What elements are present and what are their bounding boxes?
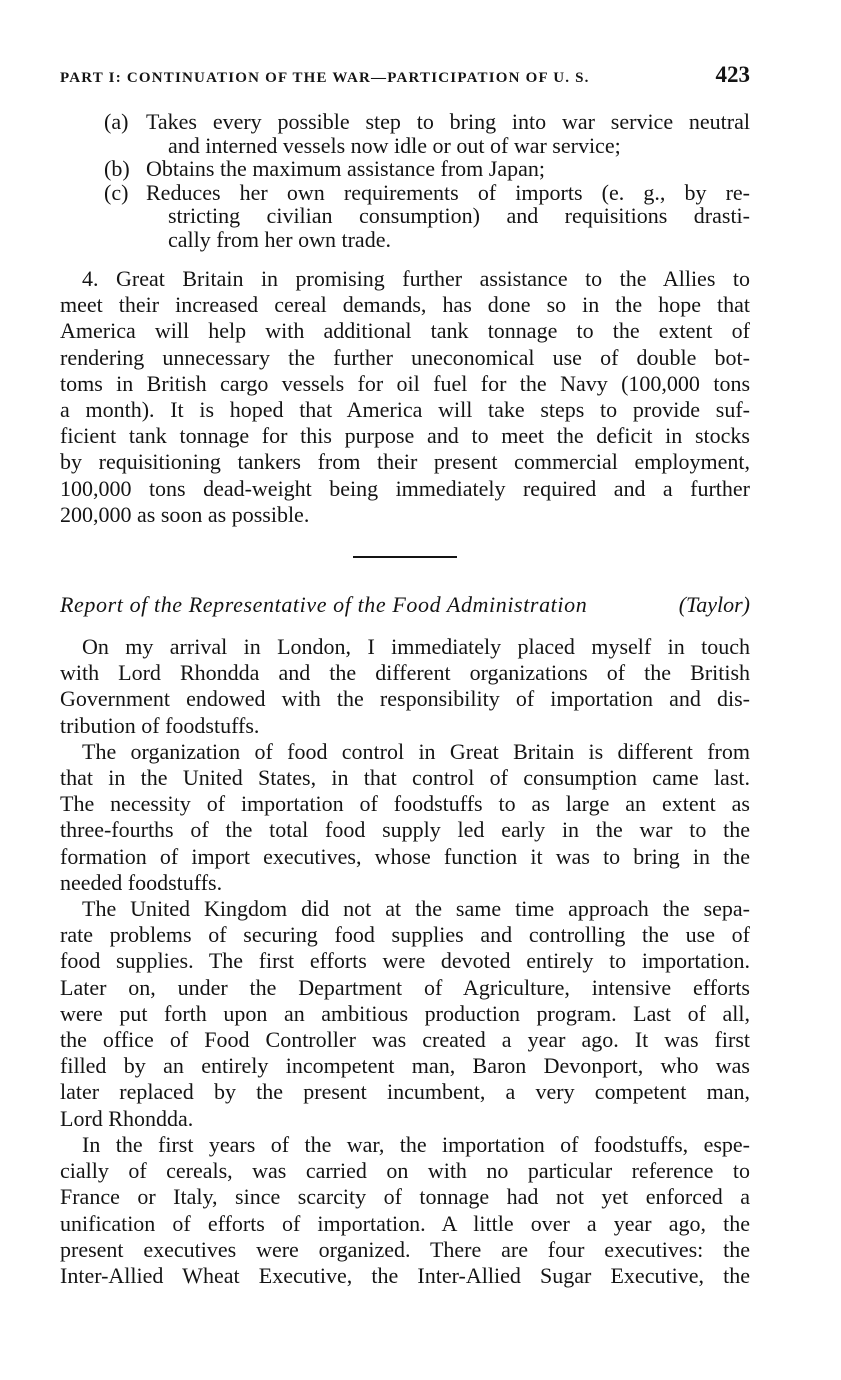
list-marker: (a): [104, 109, 129, 134]
text-line: stricting civilian consumption) and requisitions drasti-: [168, 203, 750, 228]
report-paragraph-3: [60, 896, 750, 1132]
text-line: America will help with additional tank tonnage to the extent of: [60, 318, 750, 344]
list-marker: (c): [104, 179, 129, 205]
list-item-a: [60, 110, 750, 157]
text-line: present executives were organized. There are four executives: the: [60, 1236, 750, 1262]
text-line: Government endowed with the responsibility of importation and dis-: [60, 686, 750, 712]
list-marker: (b): [104, 156, 130, 181]
text-line: toms in British cargo vessels for oil fuel for the Navy (100,000 tons: [60, 370, 750, 396]
text-line: Obtains the maximum assistance from Japan;: [146, 156, 545, 181]
section-divider: [353, 556, 457, 558]
text-line: unification of efforts of importation. A little over a year ago, the: [60, 1210, 750, 1236]
text-line: Reduces her own requirements of imports (e. g., by re-: [146, 179, 750, 205]
report-author: (Taylor): [678, 592, 750, 618]
paragraph-4: [60, 266, 750, 528]
list-item-text: [146, 181, 750, 252]
text-line: Later on, under the Department of Agriculture, intensive efforts: [60, 974, 750, 1000]
running-head: [60, 62, 750, 92]
text-line: and interned vessels now idle or out of war service;: [168, 132, 621, 158]
text-line: ficient tank tonnage for this purpose and to meet the deficit in stocks: [60, 423, 750, 449]
text-line: were put forth upon an ambitious production program. Last of all,: [60, 1000, 750, 1026]
report-paragraph-1: [60, 634, 750, 739]
text-line: The necessity of importation of foodstuffs to as large an extent as: [60, 791, 750, 817]
text-line: with Lord Rhondda and the different organizations of the British: [60, 660, 750, 686]
text-line: Lord Rhondda.: [60, 1105, 194, 1131]
report-title: Report of the Representative of the Food Administration: [60, 592, 588, 618]
text-line: a month). It is hoped that America will take steps to provide suf-: [60, 397, 750, 423]
text-line: the office of Food Controller was created a year ago. It was first: [60, 1027, 750, 1053]
text-line: needed foodstuffs.: [60, 869, 223, 895]
text-line: In the first years of the war, the importation of foodstuffs, espe-: [82, 1131, 750, 1157]
text-line: later replaced by the present incumbent, a very competent man,: [60, 1079, 750, 1105]
list-item-b: [60, 157, 750, 181]
report-paragraph-4: [60, 1132, 750, 1289]
report-paragraph-2: [60, 739, 750, 896]
text-line: filled by an entirely incompetent man, Baron Devonport, who was: [60, 1053, 750, 1079]
list-item-text: [146, 157, 750, 181]
text-line: formation of import executives, whose function it was to bring in the: [60, 843, 750, 869]
text-line: rate problems of securing food supplies and controlling the use of: [60, 922, 750, 948]
text-line: rendering unnecessary the further uneconomical use of double bot-: [60, 344, 750, 370]
list-item-c: [60, 181, 750, 252]
text-line: three-fourths of the total food supply led early in the war to the: [60, 817, 750, 843]
text-line: The United Kingdom did not at the same time approach the sepa-: [82, 896, 750, 922]
requirements-list: [60, 110, 750, 251]
text-line: On my arrival in London, I immediately placed myself in touch: [82, 634, 750, 660]
text-line: meet their increased cereal demands, has done so in the hope that: [60, 292, 750, 318]
text-line: The organization of food control in Great Britain is different from: [82, 738, 750, 764]
report-heading: [60, 592, 750, 618]
page-number: 423: [715, 62, 750, 87]
text-line: Takes every possible step to bring into war service neutral: [146, 109, 750, 134]
text-line: that in the United States, in that control of consumption came last.: [60, 765, 750, 791]
text-line: cially of cereals, was carried on with no particular reference to: [60, 1158, 750, 1184]
text-line: 200,000 as soon as possible.: [60, 501, 310, 527]
text-line: 4. Great Britain in promising further assistance to the Allies to: [82, 266, 750, 291]
document-page: [60, 62, 750, 1289]
text-line: tribution of foodstuffs.: [60, 712, 260, 738]
text-line: Inter-Allied Wheat Executive, the Inter-Allied Sugar Executive, the: [60, 1262, 750, 1288]
text-line: food supplies. The first efforts were devoted entirely to importation.: [60, 948, 750, 974]
list-item-text: [146, 110, 750, 157]
text-line: cally from her own trade.: [168, 226, 391, 252]
text-line: France or Italy, since scarcity of tonnage had not yet enforced a: [60, 1184, 750, 1210]
text-line: 100,000 tons dead-weight being immediately required and a further: [60, 475, 750, 501]
running-title: PART I: CONTINUATION OF THE WAR—PARTICIPATION OF U. S.: [60, 70, 590, 86]
text-line: by requisitioning tankers from their present commercial employment,: [60, 449, 750, 475]
